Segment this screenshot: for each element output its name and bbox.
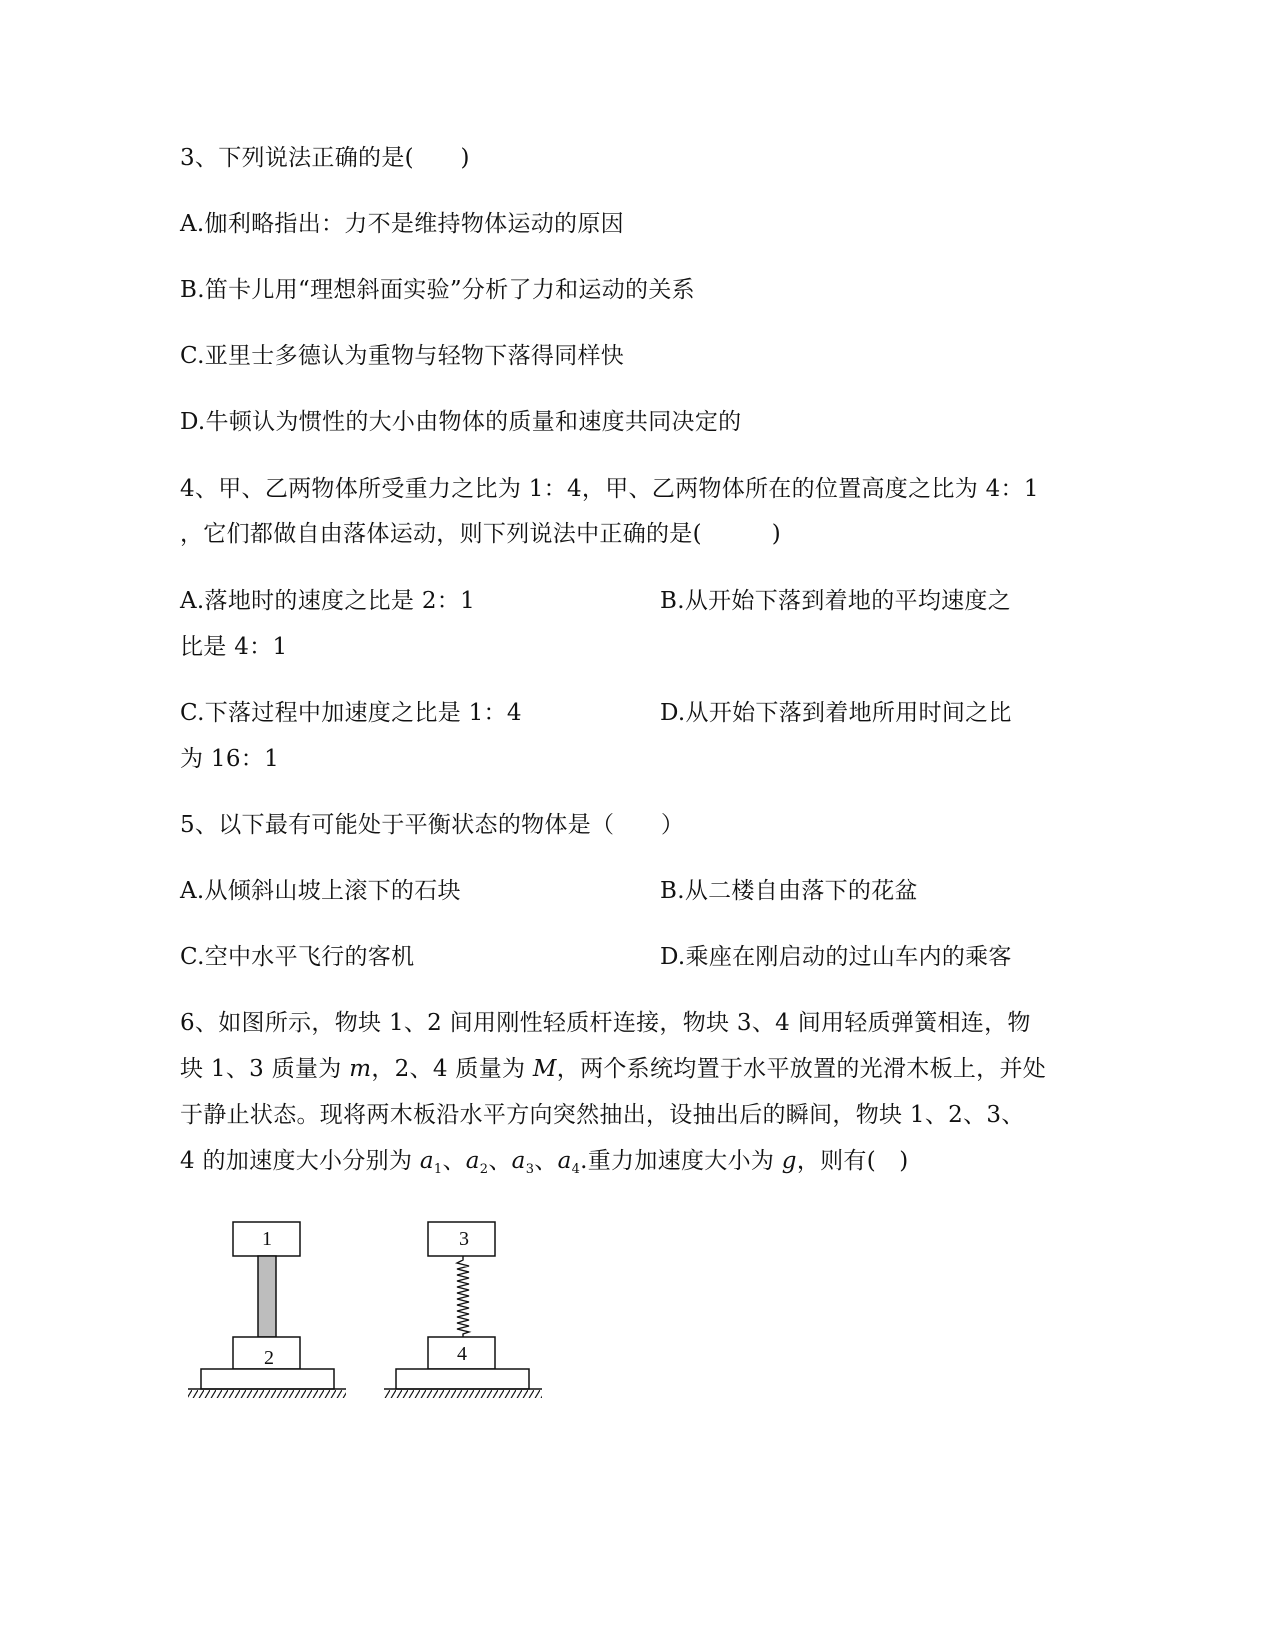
question-4-stem-line2: ，它们都做自由落体运动，则下列说法中正确的是( )	[180, 521, 782, 547]
question-3-option-b: B.笛卡儿用“理想斜面实验”分析了力和运动的关系	[180, 277, 695, 303]
question-4-option-b-line1: B.从开始下落到着地的平均速度之	[660, 588, 1012, 614]
spring-system	[384, 1222, 542, 1398]
block-2-label: 2	[264, 1347, 274, 1369]
question-5-stem: 5、以下最有可能处于平衡状态的物体是（ ）	[180, 812, 685, 838]
block-1-label: 1	[262, 1228, 272, 1250]
question-5-option-a: A.从倾斜山坡上滚下的石块	[180, 878, 461, 904]
mass-m-symbol: m	[349, 1056, 372, 1082]
question-5-option-c: C.空中水平飞行的客机	[180, 944, 415, 970]
question-5-option-b: B.从二楼自由落下的花盆	[660, 878, 918, 904]
question-3-stem: 3、下列说法正确的是( )	[180, 145, 470, 171]
accel-a1-symbol: $a_1$	[419, 1148, 443, 1177]
question-4-stem-line1: 4、甲、乙两物体所受重力之比为 1：4，甲、乙两物体所在的位置高度之比为 4：1	[180, 476, 1039, 502]
spring	[457, 1256, 469, 1337]
accel-a3-symbol: $a_3$	[511, 1148, 535, 1177]
block-3-label: 3	[459, 1228, 469, 1250]
question-4-option-d-line1: D.从开始下落到着地所用时间之比	[660, 700, 1012, 726]
question-4-option-a: A.落地时的速度之比是 2：1	[180, 588, 475, 614]
question-3-option-c: C.亚里士多德认为重物与轻物下落得同样快	[180, 343, 625, 369]
board-right	[396, 1369, 529, 1389]
question-6-line3: 于静止状态。现将两木板沿水平方向突然抽出，设抽出后的瞬间，物块 1、2、3、	[180, 1102, 1025, 1128]
mass-big-m-symbol: M	[532, 1056, 557, 1082]
block-4-label: 4	[457, 1343, 467, 1365]
question-6-line1: 6、如图所示，物块 1、2 间用刚性轻质杆连接，物块 3、4 间用轻质弹簧相连，物	[180, 1010, 1031, 1036]
rigid-rod	[258, 1256, 276, 1337]
question-3-option-d: D.牛顿认为惯性的大小由物体的质量和速度共同决定的	[180, 409, 742, 435]
question-3-option-a: A.伽利略指出：力不是维持物体运动的原因	[180, 211, 624, 237]
board-left	[201, 1369, 334, 1389]
question-5-option-d: D.乘座在刚启动的过山车内的乘客	[660, 944, 1012, 970]
rod-system	[188, 1222, 346, 1398]
question-4-option-d-line2: 为 16：1	[180, 746, 280, 772]
question-6-line4: 4 的加速度大小分别为 $a_1$、$a_2$、$a_3$、$a_4$.重力加速度大小为 g，则有( )	[180, 1148, 909, 1177]
accel-a4-symbol: $a_4$	[557, 1148, 581, 1177]
accel-a2-symbol: $a_2$	[465, 1148, 489, 1177]
question-4-option-c: C.下落过程中加速度之比是 1：4	[180, 700, 522, 726]
ground-hatch-right	[384, 1390, 542, 1398]
ground-hatch-left	[188, 1390, 346, 1398]
gravity-g-symbol: g	[781, 1148, 797, 1174]
question-6-line2: 块 1、3 质量为 m，2、4 质量为 M，两个系统均置于水平放置的光滑木板上，并处	[180, 1056, 1047, 1082]
question-6-figure	[180, 1210, 560, 1410]
question-4-option-b-line2: 比是 4：1	[180, 634, 288, 660]
